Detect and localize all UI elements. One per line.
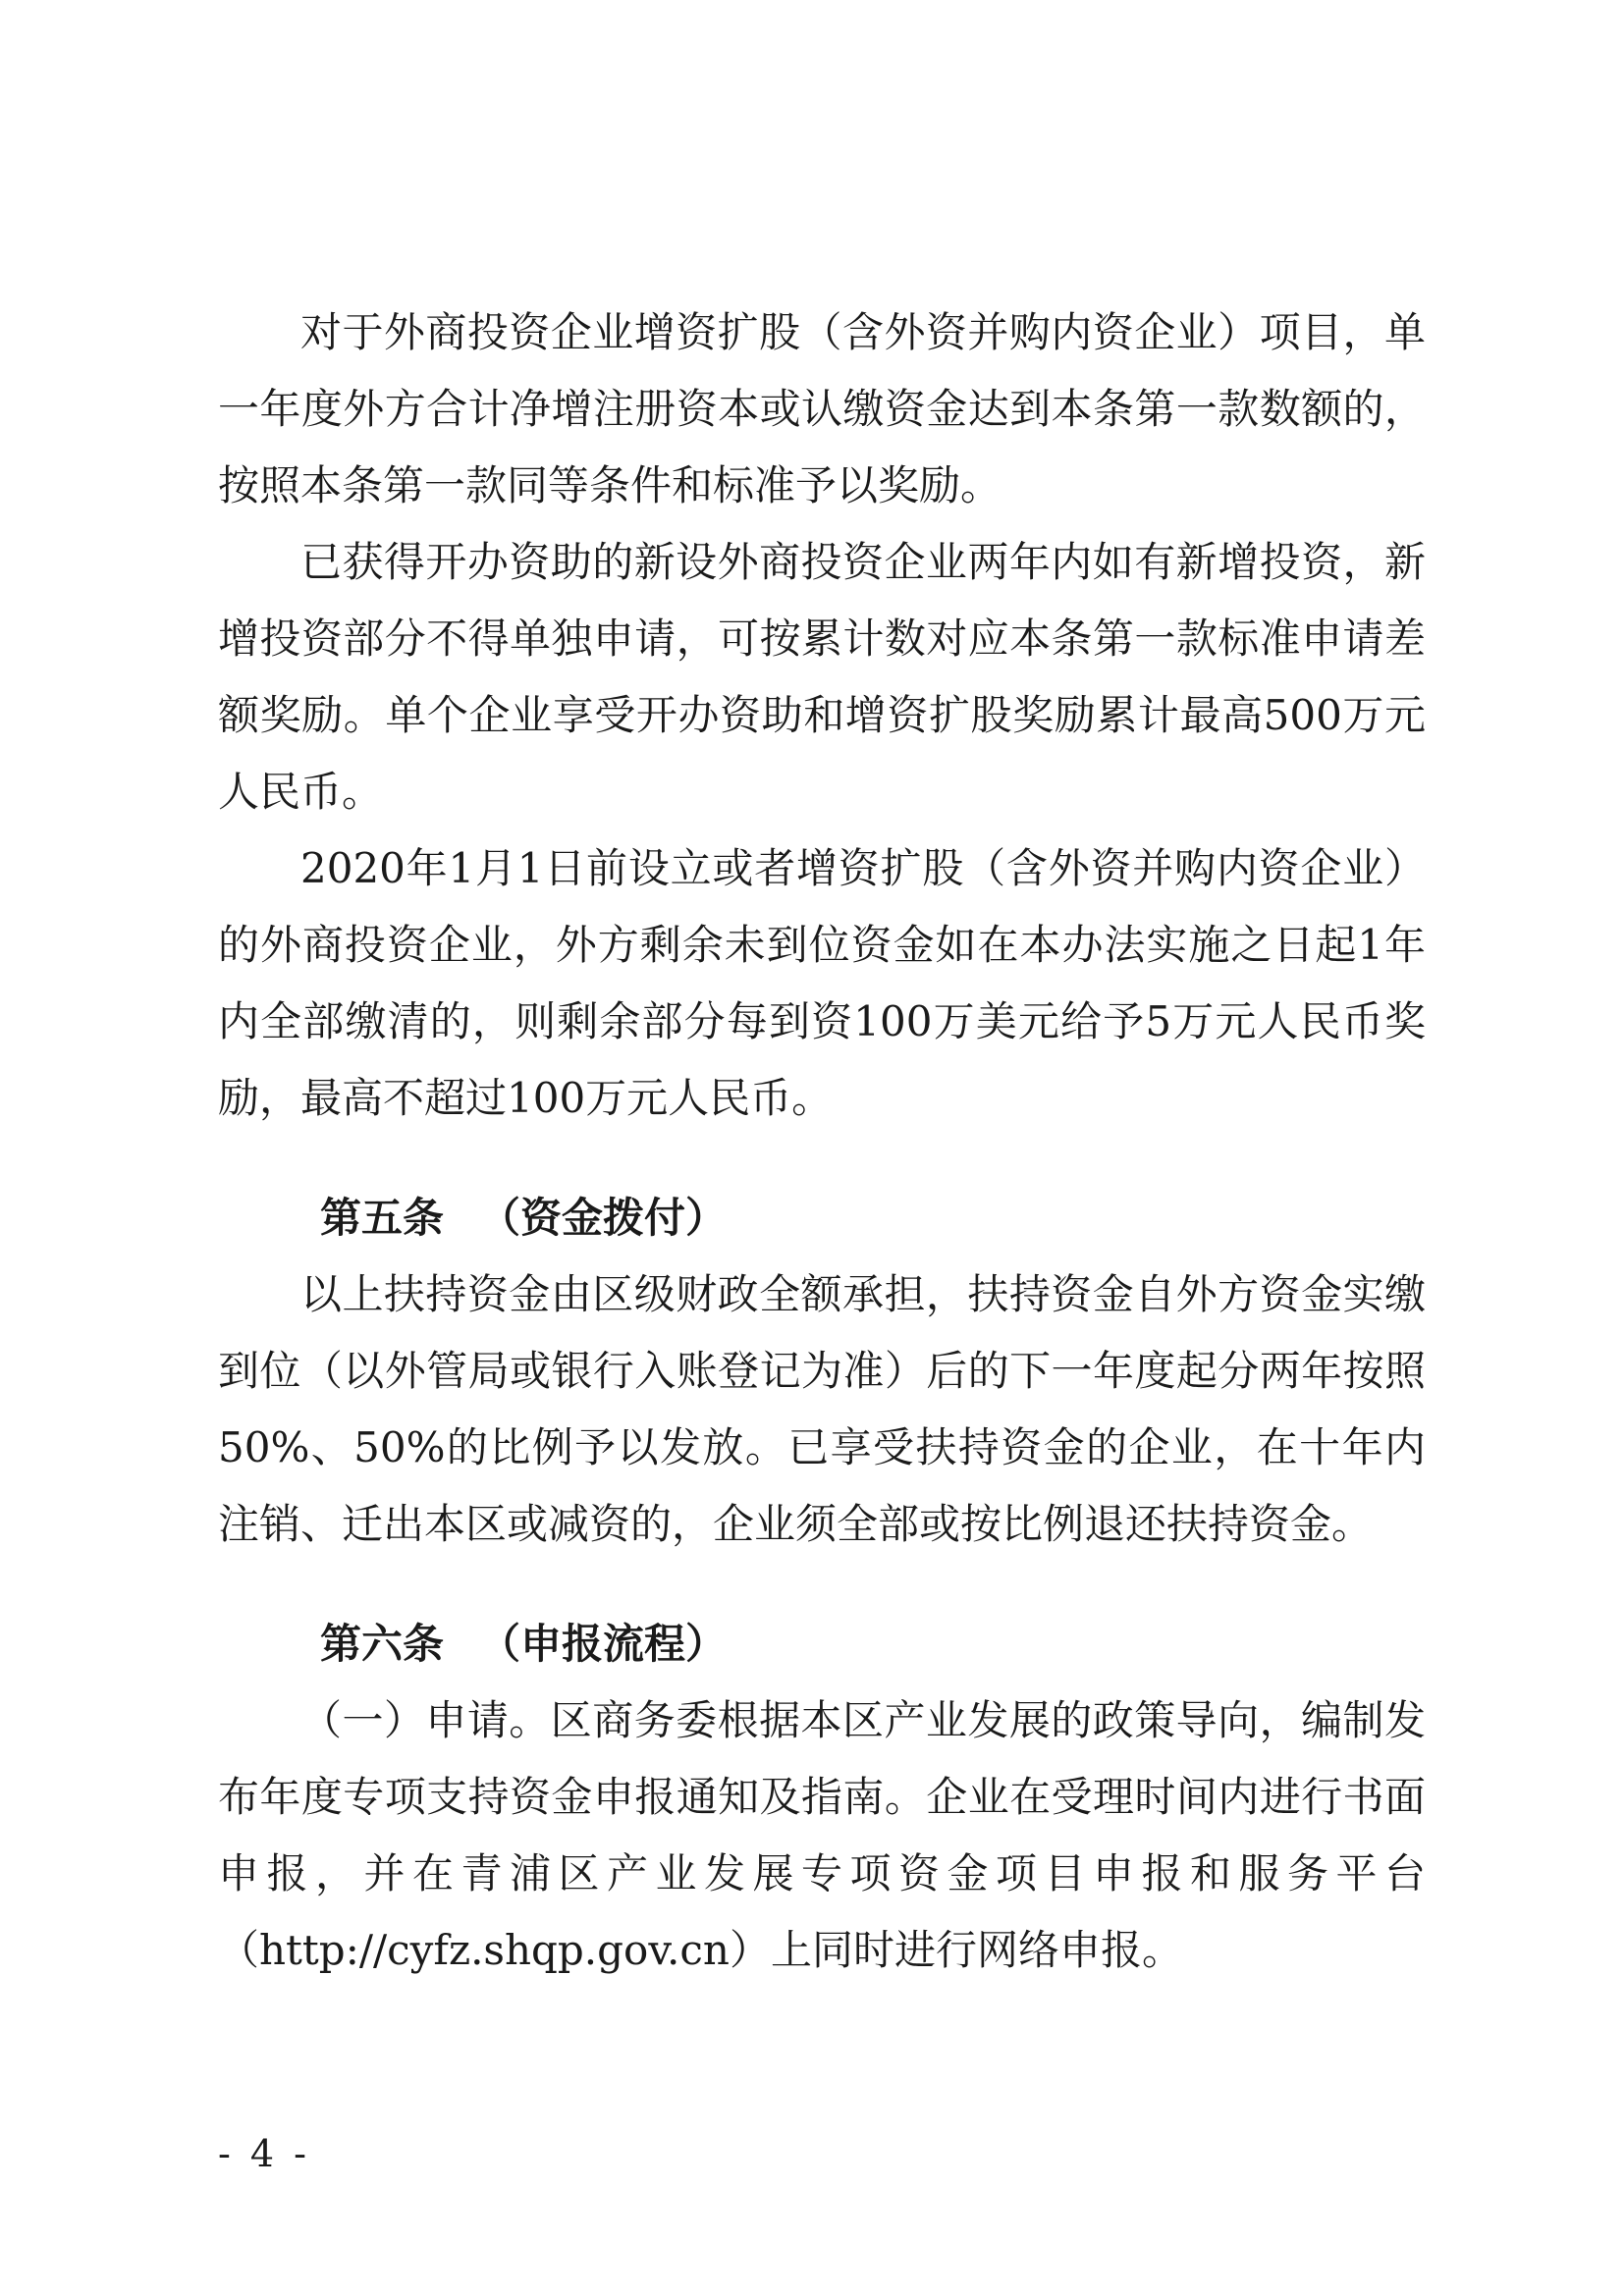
article-6-paragraph: （一）申请。区商务委根据本区产业发展的政策导向，编制发布年度专项支持资金申报通知及指南。企业在受理时间内进行书面申报，并在青浦区产业发展专项资金项目申报和服务平台（http://cyfz.shqp.gov.cn）上同时进行网络申报。 <box>218 1696 1426 1974</box>
page-number: - 4 - <box>218 2132 311 2175</box>
article-6-title: （申报流程） <box>479 1620 728 1668</box>
paragraph-pre-2020-enterprises: 2020年1月1日前设立或者增资扩股（含外资并购内资企业）的外商投资企业，外方剩余未到位资金如在本办法实施之日起1年内全部缴清的，则剩余部分每到资100万美元给予5万元人民币奖励，最高不超过100万元人民币。 <box>218 844 1426 1122</box>
article-5-heading <box>218 1180 1426 1256</box>
article-6-number: 第六条 <box>320 1620 445 1668</box>
article-5-paragraph: 以上扶持资金由区级财政全额承担，扶持资金自外方资金实缴到位（以外管局或银行入账登记为准）后的下一年度起分两年按照50%、50%的比例予以发放。已享受扶持资金的企业，在十年内注销、迁出本区或减资的，企业须全部或按比例退还扶持资金。 <box>218 1270 1426 1548</box>
article-5-title: （资金拨付） <box>479 1194 728 1242</box>
paragraph-startup-subsidy: 已获得开办资助的新设外商投资企业两年内如有新增投资，新增投资部分不得单独申请，可按累计数对应本条第一款标准申请差额奖励。单个企业享受开办资助和增资扩股奖励累计最高500万元人民币。 <box>218 538 1426 816</box>
article-5-number: 第五条 <box>320 1194 445 1242</box>
article-6-heading <box>218 1606 1426 1682</box>
document-body <box>218 294 1426 1989</box>
paragraph-capital-increase: 对于外商投资企业增资扩股（含外资并购内资企业）项目，单一年度外方合计净增注册资本或认缴资金达到本条第一款数额的，按照本条第一款同等条件和标准予以奖励。 <box>218 308 1426 509</box>
